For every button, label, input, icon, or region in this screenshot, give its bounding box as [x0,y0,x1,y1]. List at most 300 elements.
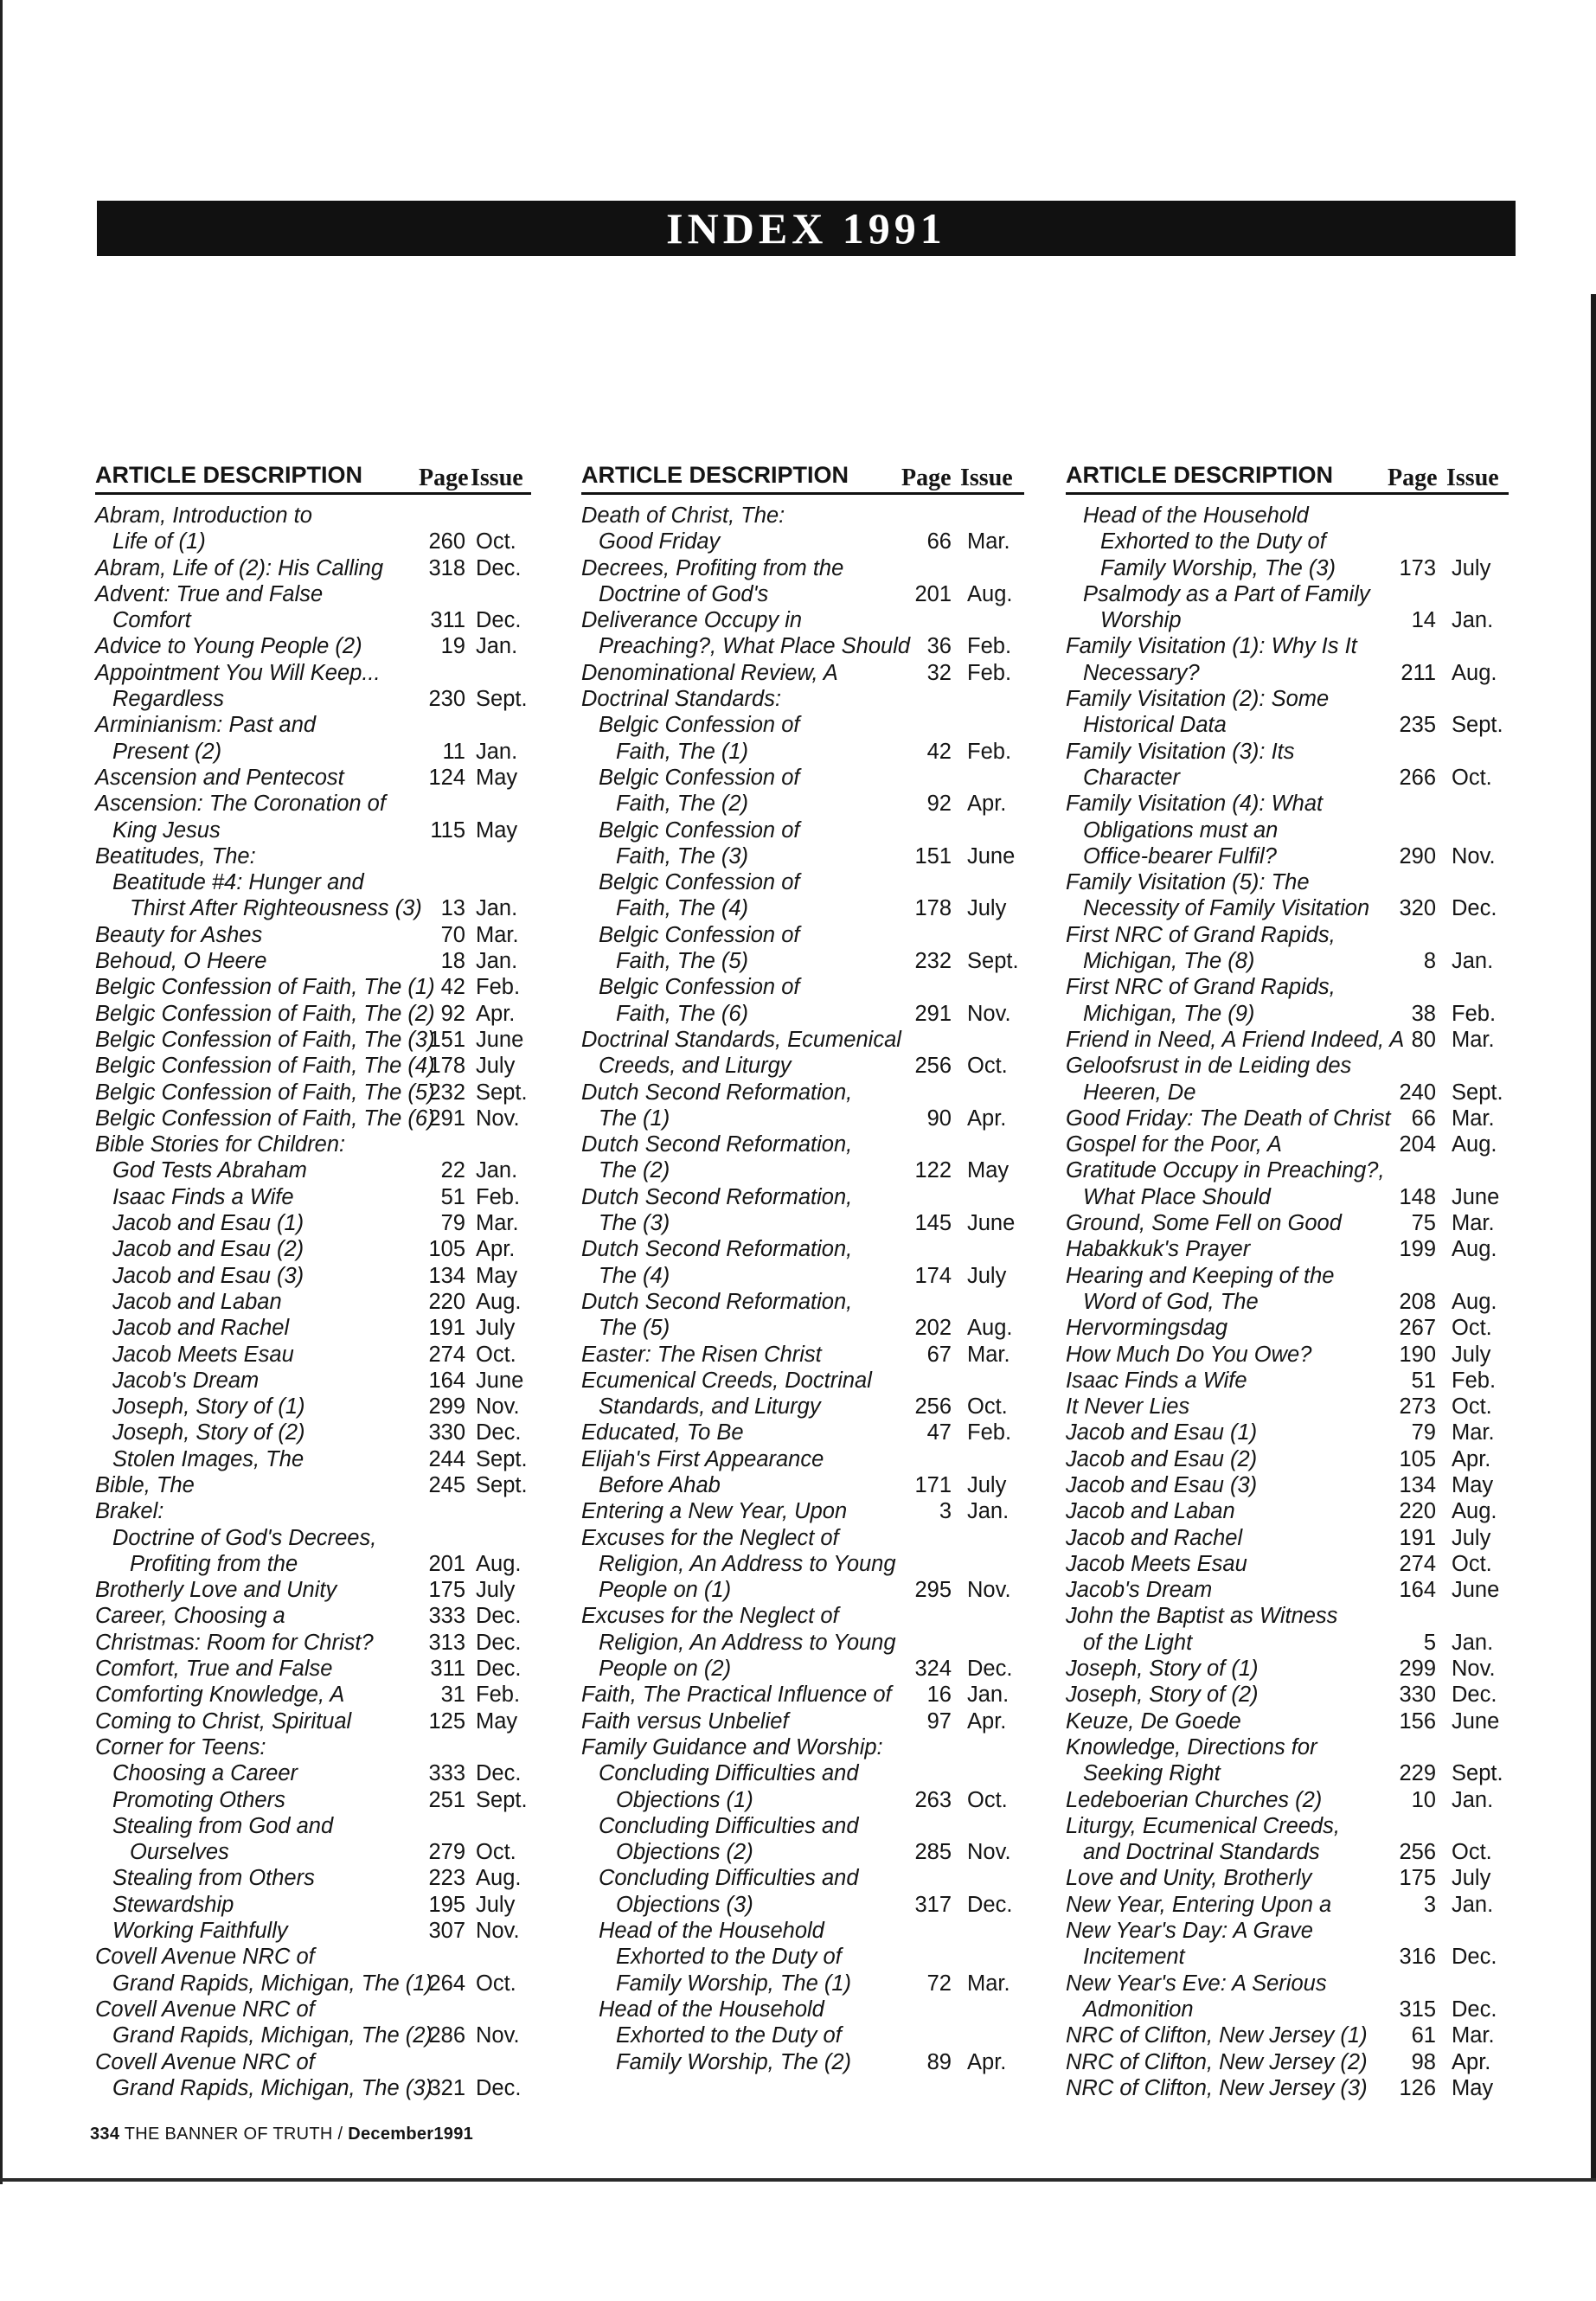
index-entry [1066,660,1516,686]
entry-title: Bible Stories for Children: [95,1132,346,1157]
entry-issue: Mar. [476,1211,519,1236]
entry-issue: June [967,1211,1016,1236]
entry-issue: Jan. [476,949,518,974]
entry-title: Stealing from Others [112,1866,315,1891]
entry-title: Exhorted to the Duty of [616,2023,842,2048]
entry-page: 333 [428,1604,465,1629]
entry-issue: Dec. [476,555,522,580]
entry-title: Christmas: Room for Christ? [95,1630,374,1655]
entry-issue: May [967,1158,1010,1183]
index-entry [1066,1394,1516,1420]
index-column-1 [95,461,531,2101]
entry-issue: Nov. [476,1106,520,1131]
index-entry [1066,1446,1516,1472]
entry-title: Jacob and Esau (3) [1066,1472,1258,1497]
entry-page: 124 [428,765,465,790]
entry-issue: June [476,1027,524,1052]
entry-title: Entering a New Year, Upon [581,1499,848,1524]
entry-title: Ledeboerian Churches (2) [1066,1787,1323,1812]
entry-title: Easter: The Risen Christ [581,1342,822,1367]
entry-page: 240 [1399,1080,1436,1105]
index-entry [1066,1053,1516,1079]
entry-issue: Feb. [1452,1368,1497,1393]
entry-title: Covell Avenue NRC of [95,1997,315,2022]
entry-title: Good Friday: The Death of Christ [1066,1106,1391,1131]
index-entry [95,1708,545,1734]
entry-issue: Sept. [476,1472,528,1497]
entry-title: Faith, The (1) [616,739,749,764]
index-entry [581,633,1031,659]
entry-page: 164 [1399,1578,1436,1603]
entry-issue: Sept. [1452,713,1503,738]
entry-issue: Sept. [476,1080,528,1105]
index-entry [95,529,545,554]
entry-title: New Year's Day: A Grave [1066,1919,1313,1944]
index-entry [1066,1027,1516,1053]
entry-issue: Feb. [967,660,1012,685]
entry-page: 307 [428,1919,465,1944]
entry-page: 31 [440,1682,465,1708]
entry-title: Covell Avenue NRC of [95,2049,315,2074]
entry-page: 14 [1411,608,1436,633]
entry-issue: Oct. [1452,1394,1492,1420]
entry-page: 191 [1399,1525,1436,1550]
entry-title: Life of (1) [112,529,206,554]
entry-page: 195 [428,1892,465,1917]
entry-title: Family Visitation (5): The [1066,870,1310,895]
entry-page: 92 [440,1001,465,1026]
entry-issue: May [476,1708,518,1734]
entry-issue: July [967,1472,1007,1497]
index-entry [581,1053,1031,1079]
entry-issue: Jan. [967,1499,1010,1524]
entry-issue: July [476,1316,516,1341]
entry-title: Joseph, Story of (2) [112,1420,305,1445]
entry-title: Dutch Second Reformation, [581,1289,853,1314]
index-entry [581,1394,1031,1420]
index-entry [95,1760,545,1786]
entry-title: Doctrinal Standards: [581,687,782,712]
index-entry [1066,1918,1516,1944]
entry-page: 16 [926,1682,952,1708]
entry-page: 232 [914,949,952,974]
entry-issue: July [1452,1342,1491,1367]
entry-page: 190 [1399,1342,1436,1367]
entry-page: 290 [1399,843,1436,868]
entry-page: 313 [428,1630,465,1655]
entry-issue: June [1452,1578,1500,1603]
index-entry [581,1813,1031,1839]
index-entry [1066,607,1516,633]
index-entry [95,1106,545,1131]
entry-title: Ecumenical Creeds, Doctrinal [581,1368,872,1393]
scan-edge-right [1591,294,1596,2180]
entry-issue: Dec. [967,1892,1013,1917]
entry-issue: Mar. [967,1971,1010,1996]
entry-issue: Nov. [967,1578,1011,1603]
entry-issue: June [1452,1708,1500,1734]
index-entry [581,1315,1031,1341]
index-entry [581,1682,1031,1708]
entry-issue: Oct. [1452,765,1492,790]
entry-title: What Place Should [1083,1184,1271,1209]
index-entry [1066,1656,1516,1682]
index-entry [581,1027,1031,1053]
index-entry [581,1525,1031,1551]
entry-title: Brakel: [95,1499,164,1524]
index-entry [95,607,545,633]
entry-title: Belgic Confession of [599,870,800,895]
entry-issue: July [476,1578,516,1603]
entry-page: 260 [428,529,465,554]
index-entry [95,686,545,712]
index-entry [95,1394,545,1420]
entry-title: Office-bearer Fulfil? [1083,843,1277,868]
entry-issue: May [1452,2075,1494,2100]
entry-issue: Feb. [476,1184,521,1209]
entry-page: 66 [1411,1106,1436,1131]
index-entry [95,1342,545,1368]
entry-page: 148 [1399,1184,1436,1209]
column-header [1066,461,1509,495]
entry-title: Necessary? [1083,660,1200,685]
entry-title: Dutch Second Reformation, [581,1080,853,1105]
index-entry [1066,555,1516,581]
entry-page: 256 [914,1394,952,1420]
index-entry [95,660,545,686]
index-entry [581,1001,1031,1027]
entry-page: 201 [428,1551,465,1576]
index-entry [581,843,1031,869]
entry-page: 264 [428,1971,465,1996]
entry-page: 311 [430,608,465,633]
entry-issue: July [967,1263,1007,1288]
index-entry [95,817,545,843]
index-entry [1066,1263,1516,1289]
index-entry [95,1157,545,1183]
entry-title: Standards, and Liturgy [599,1394,821,1420]
entry-title: Objections (3) [616,1892,753,1917]
entry-page: 201 [914,581,952,606]
entry-title: King Jesus [112,817,221,843]
entry-title: Beatitudes, The: [95,843,256,868]
entry-issue: Jan. [476,634,518,659]
entry-page: 273 [1399,1394,1436,1420]
entry-issue: Nov. [1452,1657,1496,1682]
entry-title: Preaching?, What Place Should [599,634,911,659]
entry-title: Love and Unity, Brotherly [1066,1866,1312,1891]
entry-issue: Dec. [476,1657,522,1682]
entry-title: Liturgy, Ecumenical Creeds, [1066,1813,1340,1838]
entry-page: 151 [428,1027,465,1052]
index-entry [1066,974,1516,1000]
index-entry [1066,1131,1516,1157]
index-entry [1066,1472,1516,1498]
entry-title: Exhorted to the Duty of [1100,529,1326,554]
entry-page: 122 [914,1158,952,1183]
entry-page: 80 [1411,1027,1436,1052]
entry-title: The (5) [599,1316,670,1341]
entry-issue: Dec. [476,2075,522,2100]
index-entry [95,1053,545,1079]
entry-title: Gratitude Occupy in Preaching?, [1066,1158,1385,1183]
index-entry [95,1577,545,1603]
entry-page: 175 [428,1578,465,1603]
index-entry [95,1839,545,1865]
index-entry [581,1760,1031,1786]
entry-page: 8 [1423,949,1436,974]
index-entry [1066,817,1516,843]
index-entry [1066,2049,1516,2075]
entry-issue: Aug. [1452,660,1497,685]
entry-title: Psalmody as a Part of Family [1083,581,1370,606]
entry-page: 230 [428,687,465,712]
entry-issue: Jan. [1452,1630,1494,1655]
index-entry [1066,1630,1516,1656]
entry-title: Habakkuk's Prayer [1066,1237,1251,1262]
index-entry [95,1918,545,1944]
entry-page: 232 [428,1080,465,1105]
header-page: Page [419,465,469,491]
entry-page: 223 [428,1866,465,1891]
index-entry [581,1577,1031,1603]
entry-title: How Much Do You Owe? [1066,1342,1312,1367]
entry-page: 211 [1401,660,1436,685]
index-entry [95,869,545,895]
entry-issue: Dec. [476,1420,522,1445]
entry-page: 274 [1399,1551,1436,1576]
entry-issue: July [1452,1525,1491,1550]
index-entry [95,1001,545,1027]
entry-issue: June [967,843,1016,868]
entry-page: 89 [926,2049,952,2074]
entry-title: Family Worship, The (3) [1100,555,1336,580]
entry-page: 299 [428,1394,465,1420]
entry-issue: Dec. [476,1630,522,1655]
entry-title: Belgic Confession of [599,975,800,1000]
entry-title: Doctrinal Standards, Ecumenical [581,1027,901,1052]
entry-issue: Apr. [1452,1446,1491,1471]
index-entry [1066,1997,1516,2022]
entry-page: 115 [430,817,465,843]
entry-title: Brotherly Love and Unity [95,1578,337,1603]
entry-issue: July [1452,555,1491,580]
index-entry [581,948,1031,974]
index-entry [1066,581,1516,607]
index-entry [1066,1892,1516,1918]
entry-title: Corner for Teens: [95,1734,266,1759]
index-column-2 [581,461,1024,2075]
entry-page: 92 [926,792,952,817]
entry-title: Family Worship, The (2) [616,2049,852,2074]
entry-issue: Oct. [476,1971,516,1996]
entry-page: 10 [1411,1787,1436,1812]
index-entry [1066,869,1516,895]
index-entry [581,895,1031,921]
entry-page: 178 [428,1054,465,1079]
entry-title: Family Guidance and Worship: [581,1734,883,1759]
index-entry [95,1210,545,1236]
entry-issue: May [476,765,518,790]
index-entry [1066,1498,1516,1524]
index-entry [581,1944,1031,1970]
entry-page: 67 [926,1342,952,1367]
header-issue: Issue [1446,465,1499,491]
entry-issue: Nov. [476,1394,520,1420]
entry-title: Joseph, Story of (1) [1066,1657,1259,1682]
entry-page: 42 [926,739,952,764]
header-issue: Issue [471,465,523,491]
entry-page: 330 [428,1420,465,1445]
entry-page: 164 [428,1368,465,1393]
entry-title: Joseph, Story of (2) [1066,1682,1259,1708]
entry-title: Dutch Second Reformation, [581,1184,853,1209]
index-entry [1066,1420,1516,1445]
index-entry [581,1342,1031,1368]
entry-issue: May [476,1263,518,1288]
entry-issue: Aug. [1452,1289,1497,1314]
entry-title: Objections (2) [616,1840,753,1865]
index-entry [581,1368,1031,1394]
entry-title: and Doctrinal Standards [1083,1840,1320,1865]
index-entry [581,869,1031,895]
entry-page: 208 [1399,1289,1436,1314]
entry-title: Present (2) [112,739,222,764]
index-entry [1066,503,1516,529]
entry-issue: Sept. [1452,1761,1503,1786]
index-entry [1066,1944,1516,1970]
entry-title: Behoud, O Heere [95,949,267,974]
header-description: ARTICLE DESCRIPTION [1066,462,1334,488]
entry-page: 173 [1399,555,1436,580]
index-entry [581,1656,1031,1682]
entry-page: 175 [1399,1866,1436,1891]
entry-title: Belgic Confession of Faith, The (4) [95,1054,435,1079]
index-entry [1066,1106,1516,1131]
entry-title: Friend in Need, A Friend Indeed, A [1066,1027,1405,1052]
index-entry [95,1027,545,1053]
entry-page: 256 [914,1054,952,1079]
footer-issue-date: December1991 [348,2125,474,2144]
entry-title: Career, Choosing a [95,1604,285,1629]
index-entry [1066,712,1516,738]
entry-page: 318 [428,555,465,580]
index-entry [581,660,1031,686]
entry-title: Death of Christ, The: [581,503,785,528]
entry-page: 36 [926,634,952,659]
index-entry [581,1997,1031,2022]
index-entry [581,1918,1031,1944]
entry-title: The (4) [599,1263,670,1288]
entry-page: 105 [428,1237,465,1262]
page-title: INDEX 1991 [97,201,1516,256]
entry-title: Ourselves [130,1840,229,1865]
entry-title: Jacob and Esau (2) [1066,1446,1258,1471]
entry-title: Jacob Meets Esau [112,1342,294,1367]
entry-title: of the Light [1083,1630,1193,1655]
page-footer [90,2125,473,2144]
index-entry [581,503,1031,529]
entry-title: First NRC of Grand Rapids, [1066,922,1336,947]
index-entry [581,1184,1031,1210]
entry-issue: June [476,1368,524,1393]
entry-issue: Jan. [1452,949,1494,974]
index-entry [1066,633,1516,659]
entry-page: 330 [1399,1682,1436,1708]
index-entry [581,1106,1031,1131]
entry-title: Beatitude #4: Hunger and [112,870,364,895]
index-entry [1066,1315,1516,1341]
entry-page: 324 [914,1657,952,1682]
entry-page: 126 [1399,2075,1436,2100]
entry-title: Objections (1) [616,1787,753,1812]
header-description: ARTICLE DESCRIPTION [95,462,363,488]
entry-title: Family Visitation (2): Some [1066,687,1330,712]
entry-title: People on (2) [599,1657,732,1682]
entry-page: 72 [926,1971,952,1996]
entry-page: 5 [1423,1630,1436,1655]
index-entry [581,1603,1031,1629]
entry-title: Ground, Some Fell on Good [1066,1211,1342,1236]
entry-issue: Mar. [1452,1106,1495,1131]
entry-title: Creeds, and Liturgy [599,1054,792,1079]
entry-issue: Feb. [1452,1001,1497,1026]
index-entry [95,2075,545,2101]
index-entry [95,1184,545,1210]
entry-title: Stealing from God and [112,1813,334,1838]
index-entry [1066,1001,1516,1027]
entry-issue: Feb. [967,634,1012,659]
index-entry [95,948,545,974]
index-entry [581,555,1031,581]
entry-title: Belgic Confession of Faith, The (5) [95,1080,435,1105]
index-entry [581,1839,1031,1865]
entry-title: Jacob's Dream [1066,1578,1213,1603]
index-entry [1066,1236,1516,1262]
entry-title: Historical Data [1083,713,1227,738]
entry-page: 291 [428,1106,465,1131]
entry-issue: Dec. [476,1761,522,1786]
entry-issue: Dec. [476,1604,522,1629]
entry-title: Michigan, The (8) [1083,949,1255,974]
index-entry [95,1944,545,1970]
index-entry [95,2049,545,2075]
index-entry [581,1263,1031,1289]
index-entry [1066,1525,1516,1551]
entry-issue: Oct. [967,1787,1008,1812]
entry-title: Thirst After Righteousness (3) [130,896,422,921]
entry-title: Seeking Right [1083,1761,1221,1786]
index-entry [1066,1787,1516,1813]
index-entry [95,1997,545,2022]
index-entry [95,922,545,948]
entry-page: 3 [939,1499,952,1524]
column-header [581,461,1024,495]
entry-title: Belgic Confession of [599,922,800,947]
footer-publication: THE BANNER OF TRUTH / [124,2125,343,2144]
index-entry [581,1289,1031,1315]
index-entry [95,895,545,921]
entry-issue: July [476,1054,516,1079]
entry-page: 75 [1411,1211,1436,1236]
entry-title: Coming to Christ, Spiritual [95,1708,352,1734]
entry-page: 244 [428,1446,465,1471]
index-entry [1066,843,1516,869]
entry-issue: Apr. [967,1106,1007,1131]
entry-title: Ascension: The Coronation of [95,792,386,817]
index-entry [95,1420,545,1445]
entry-issue: Mar. [1452,1211,1495,1236]
